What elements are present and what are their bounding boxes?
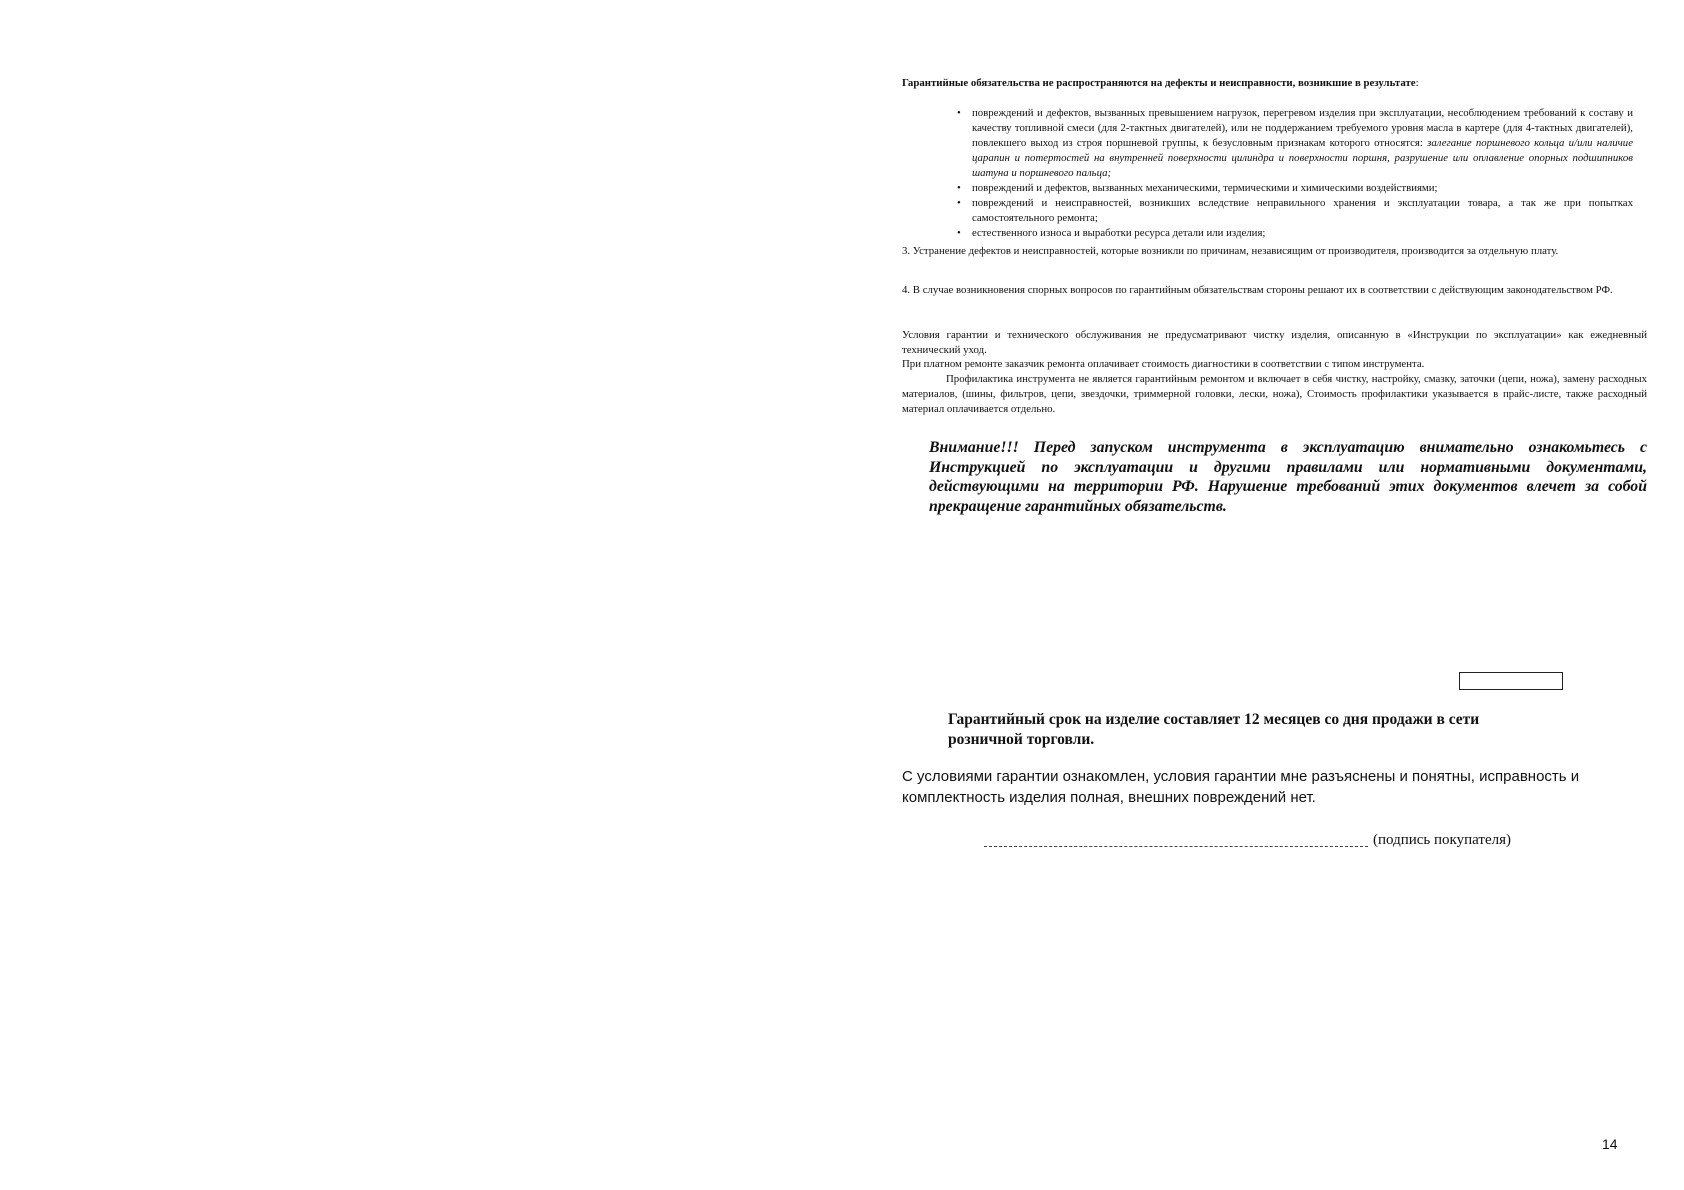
list-item-italic-text: залегание поршневого кольца и/или наличие царапин и потертостей на внутренней поверхности цилиндра и поверхности поршня, разрушение или оплавление опорных подшипников шатуна и поршневого пальца; [972, 137, 1633, 179]
stamp-box[interactable] [1459, 672, 1563, 690]
signature-label: (подпись покупателя) [1373, 832, 1512, 848]
paragraph-paid-repair: При платном ремонте заказчик ремонта оплачивает стоимость диагностики в соответствии с типом инструмента. [902, 358, 1425, 370]
list-item-text: повреждений и дефектов, вызванных превышением нагрузок, перегревом изделия при эксплуатации, несоблюдением требований к составу и качеству топливной смеси (для 2-тактных двигателей), или не поддержанием требуемого уровня масла в картере (для 4-тактных двигателей), повлекшего выход из строя поршневой группы, к безусловным признакам которого относятся: [972, 107, 1633, 149]
exclusions-list [957, 106, 1633, 241]
warning-notice: Внимание!!! Перед запуском инструмента в эксплуатацию внимательно ознакомьтесь с Инструкцией по эксплуатации и другими правилами или нормативными документами, действующими на территории РФ. Нарушение требований этих документов влечет за собой прекращение гарантийных обязательств. [929, 439, 1647, 515]
acknowledgement-text: С условиями гарантии ознакомлен, условия гарантии мне разъяснены и понятны, исправность и комплектность изделия полная, внешних повреждений нет. [902, 768, 1580, 806]
warranty-exclusions-heading [902, 76, 1662, 91]
heading-colon: : [1415, 77, 1419, 89]
list-item [957, 106, 1633, 181]
warranty-term: Гарантийный срок на изделие составляет 12 месяцев со дня продажи в сети розничной торговли. [948, 711, 1480, 748]
list-item-text: естественного износа и выработки ресурса детали или изделия; [972, 227, 1266, 239]
list-item [957, 226, 1633, 241]
list-item-text: повреждений и неисправностей, возникших вследствие неправильного хранения и эксплуатации товара, а так же при попытках самостоятельного ремонта; [972, 197, 1633, 224]
list-item-text: повреждений и дефектов, вызванных механическими, термическими и химическими воздействиями; [972, 182, 1438, 194]
heading-text: Гарантийные обязательства не распространяются на дефекты и неисправности, возникшие в результате [902, 77, 1416, 89]
paragraph-3: 3. Устранение дефектов и неисправностей, которые возникли по причинам, независящим от производителя, производится за отдельную плату. [902, 245, 1559, 257]
page-number: 14 [1602, 1136, 1618, 1152]
paragraph-cleaning: Условия гарантии и технического обслуживания не предусматривают чистку изделия, описанную в «Инструкции по эксплуатации» как ежедневный технический уход. [902, 329, 1647, 356]
paragraph-maintenance: Профилактика инструмента не является гарантийным ремонтом и включает в себя чистку, настройку, смазку, заточки (цепи, ножа), замену расходных материалов, (шины, фильтров, цепи, звездочки, триммерной головки, лески, ножа), Стоимость профилактики указывается в прайс-листе, также расходный материал оплачивается отдельно. [902, 373, 1647, 415]
list-item [957, 196, 1633, 226]
paragraph-4: 4. В случае возникновения спорных вопросов по гарантийным обязательствам стороны решают их в соответствии с действующим законодательством РФ. [902, 284, 1613, 296]
signature-line[interactable] [984, 846, 1368, 847]
list-item [957, 181, 1633, 196]
